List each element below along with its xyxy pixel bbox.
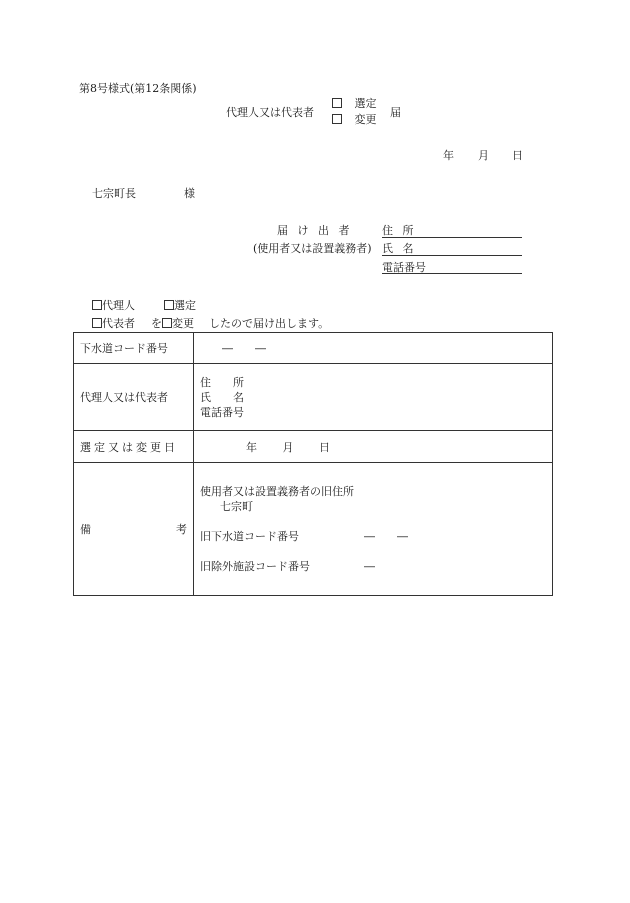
date-row-value[interactable]	[194, 431, 553, 463]
agent-row-label: 代理人又は代表者	[74, 364, 194, 431]
table-date-day: 日	[319, 440, 330, 454]
applicant-label: 届 け 出 者	[277, 224, 350, 237]
title-right: 届	[390, 106, 401, 119]
agent-label: 代理人	[102, 299, 135, 312]
phone-label: 電話番号	[382, 261, 426, 274]
option-select-label: 選定	[354, 97, 377, 110]
change-checkbox[interactable]	[332, 114, 342, 124]
remarks-label-right: 考	[176, 523, 187, 536]
statement-change-checkbox[interactable]	[162, 318, 172, 328]
title-left: 代理人又は代表者	[226, 106, 314, 119]
select-checkbox[interactable]	[332, 98, 342, 108]
wo-particle: を	[151, 317, 162, 330]
address-label: 住 所	[382, 224, 414, 237]
sewer-code-dashes: ― ―	[222, 342, 266, 355]
remarks-old-excluded-value: ―	[364, 560, 375, 573]
agent-checkbox[interactable]	[92, 300, 102, 310]
name-label: 氏 名	[382, 242, 414, 255]
remarks-old-sewer-label: 旧下水道コード番号	[200, 530, 299, 543]
representative-label: 代表者	[102, 317, 135, 330]
remarks-old-excluded	[200, 559, 552, 574]
remarks-old-sewer-value: ― ―	[364, 530, 408, 543]
remarks-value[interactable]	[194, 463, 553, 596]
date-day: 日	[512, 149, 523, 162]
agent-address-label: 住 所	[200, 375, 244, 389]
remarks-label	[74, 463, 194, 596]
table-row-remarks	[74, 463, 553, 596]
remarks-old-excluded-label: 旧除外施設コード番号	[200, 560, 310, 573]
statement-select-label: 選定	[174, 299, 196, 312]
form-table	[73, 332, 553, 596]
statement-line-2	[92, 317, 329, 330]
remarks-old-address: 使用者又は設置義務者の旧住所	[200, 485, 354, 498]
date-month: 月	[478, 149, 489, 162]
table-row-agent	[74, 364, 553, 431]
representative-checkbox[interactable]	[92, 318, 102, 328]
name-line	[382, 255, 522, 256]
date-row-label: 選定又は変更日	[74, 431, 194, 463]
remarks-label-left: 備	[80, 523, 91, 536]
statement-change-label: 変更	[172, 317, 194, 330]
option-change-row	[332, 113, 377, 126]
agent-row-value[interactable]	[194, 364, 553, 431]
table-date-month: 月	[282, 440, 294, 454]
statement-line-1	[92, 299, 196, 312]
remarks-town: 七宗町	[220, 500, 253, 513]
applicant-sublabel: (使用者又は設置義務者)	[253, 242, 372, 255]
phone-line	[382, 273, 522, 274]
address-line	[382, 237, 522, 238]
sewer-code-value[interactable]	[194, 333, 553, 364]
agent-phone-label: 電話番号	[200, 405, 244, 419]
table-date-year: 年	[246, 440, 257, 454]
table-row-date	[74, 431, 553, 463]
statement-select-checkbox[interactable]	[164, 300, 174, 310]
agent-name-label: 氏 名	[200, 390, 244, 404]
addressee-name: 七宗町長	[92, 187, 136, 200]
form-number: 第8号様式(第12条関係)	[79, 82, 197, 95]
date-year: 年	[443, 149, 454, 162]
option-select-row	[332, 97, 377, 110]
table-row-sewer-code	[74, 333, 553, 364]
remarks-old-sewer	[200, 529, 552, 544]
option-change-label: 変更	[354, 113, 377, 126]
sewer-code-label: 下水道コード番号	[74, 333, 194, 364]
addressee-honorific: 様	[184, 187, 195, 200]
statement-ending: したので届け出します。	[209, 317, 330, 330]
